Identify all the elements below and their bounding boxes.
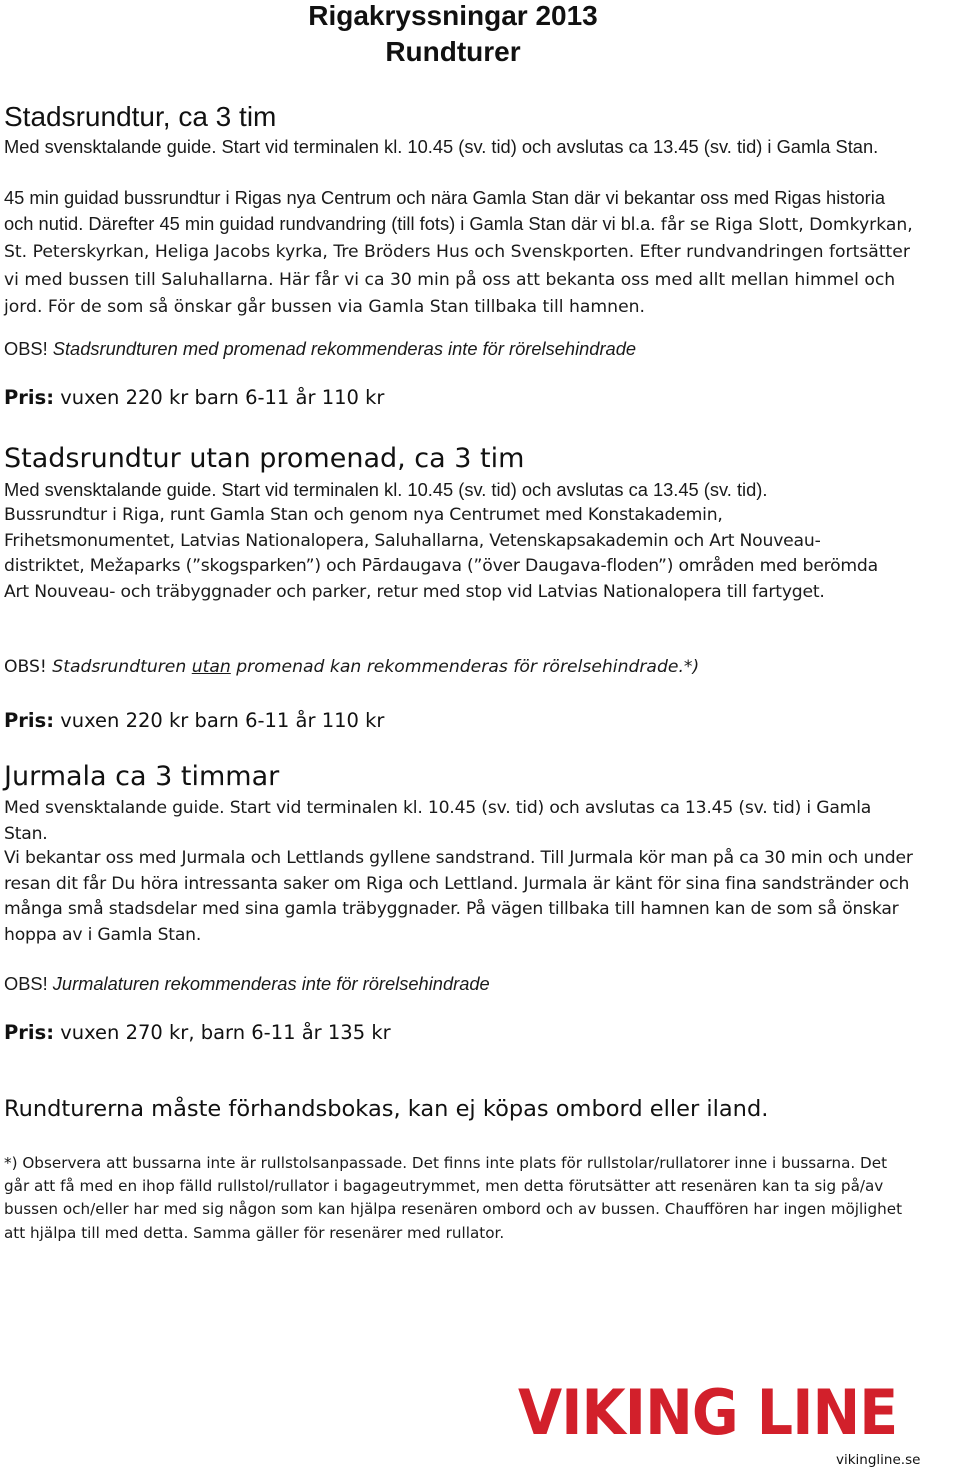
obs-text-b: promenad kan rekommenderas för rörelsehindrade.*) [230, 657, 700, 677]
section-stadsrundtur-price [4, 385, 384, 411]
section-jurmala-price [4, 1020, 391, 1046]
price-text: vuxen 270 kr, barn 6-11 år 135 kr [54, 1021, 391, 1044]
price-label: Pris: [4, 709, 54, 732]
section-jurmala-schedule: Med svensktalande guide. Start vid terminalen kl. 10.45 (sv. tid) och avslutas ca 13.45 (sv. tid) i Gamla Stan. [4, 798, 872, 844]
obs-text-a: Stadsrundturen [46, 657, 192, 677]
price-text: vuxen 220 kr barn 6-11 år 110 kr [54, 709, 385, 732]
section-stadsrundtur-schedule: Med svensktalande guide. Start vid terminalen kl. 10.45 (sv. tid) och avslutas ca 13.45 (sv. tid) i Gamla Stan. [4, 136, 879, 157]
price-label: Pris: [4, 386, 54, 409]
section-heading-jurmala: Jurmala ca 3 timmar [4, 761, 280, 792]
website-link[interactable]: vikingline.se [836, 1452, 921, 1468]
section-heading-stadsrundtur: Stadsrundtur, ca 3 tim [4, 101, 277, 132]
footnote: *) Observera att bussarna inte är rullstolsanpassade. Det finns inte plats för rullstolar/rullatorer inne i bussarna. Det går att få med en ihop fälld rullstol/rullator i bagageutrymmet, men detta förutsätter att resenären kan ta sig på/av bussen och/eller har med sig någon som kan hjälpa resenären ombord och av bussen. Chauffören har ingen möjlighet att hjälpa till med detta. Samma gäller för resenärer med rullator. [4, 1154, 903, 1242]
obs-text: Jurmalaturen rekommenderas inte för rörelsehindrade [47, 973, 490, 994]
document-title: Rigakryssningar 2013 [308, 0, 598, 31]
obs-label: OBS! [4, 657, 47, 677]
section-utan-promenad-description: Bussrundtur i Riga, runt Gamla Stan och genom nya Centrumet med Konstakademin, Frihetsmonumentet, Latvias Nationalopera, Saluhallarna, Vetenskapsakademin och Art Nouveau-distriktet, Mežaparks (”skogsparken”) och Pārdaugava (”över Daugava-floden”) områden med berömda Art Nouveau- och träbyggnader och parker, retur med stop vid Latvias Nationalopera till fartyget. [4, 505, 878, 602]
obs-label: OBS! [4, 338, 48, 359]
section-utan-promenad-price [4, 708, 384, 734]
section-jurmala-obs [4, 971, 914, 996]
price-label: Pris: [4, 1021, 54, 1044]
document-subtitle: Rundturer [385, 36, 521, 67]
section-heading-utan-promenad: Stadsrundtur utan promenad, ca 3 tim [4, 443, 525, 474]
section-stadsrundtur-obs [4, 336, 914, 361]
booking-note: Rundturerna måste förhandsbokas, kan ej köpas ombord eller iland. [4, 1096, 769, 1122]
section-stadsrundtur-description [4, 185, 914, 321]
section-jurmala-description: Vi bekantar oss med Jurmala och Lettlands gyllene sandstrand. Till Jurmala kör man på ca 30 min och under resan dit får Du höra intressanta saker om Riga och Lettland. Jurmala är känt för sina fina sandstränder och många små stadsdelar med sina gamla träbyggnader. På vägen tillbaka till hamnen kan de som så önskar hoppa av i Gamla Stan. [4, 848, 913, 945]
section-utan-promenad-schedule: Med svensktalande guide. Start vid terminalen kl. 10.45 (sv. tid) och avslutas ca 13.45 (sv. tid). [4, 479, 768, 500]
viking-line-logo [518, 1376, 958, 1449]
obs-underlined: utan [191, 657, 231, 677]
obs-text: Stadsrundturen med promenad rekommenderas inte för rörelsehindrade [47, 338, 637, 359]
obs-label: OBS! [4, 973, 48, 994]
logo-text: VIKING LINE [518, 1376, 898, 1449]
description-part-a: 45 min guidad bussrundtur i Rigas nya Centrum och nära Gamla Stan där vi bekantar oss med Rigas historia och nutid. Därefter 45 min guidad rundvandring (till fots) i Gamla Stan där vi bl.a. [4, 187, 885, 234]
price-text: vuxen 220 kr barn 6-11 år 110 kr [54, 386, 385, 409]
section-utan-promenad-obs [4, 655, 914, 680]
description-part-b: får se Riga Slott, Domkyrkan, St. Peterskyrkan, Heliga Jacobs kyrka, Tre Bröders Hus och Svenskporten. Efter rundvandringen fortsätter vi med bussen till Saluhallarna. Här får vi ca 30 min på oss att bekanta oss med allt mellan himmel och jord. För de som så önskar går bussen via Gamla Stan tillbaka till hamnen. [4, 214, 913, 317]
